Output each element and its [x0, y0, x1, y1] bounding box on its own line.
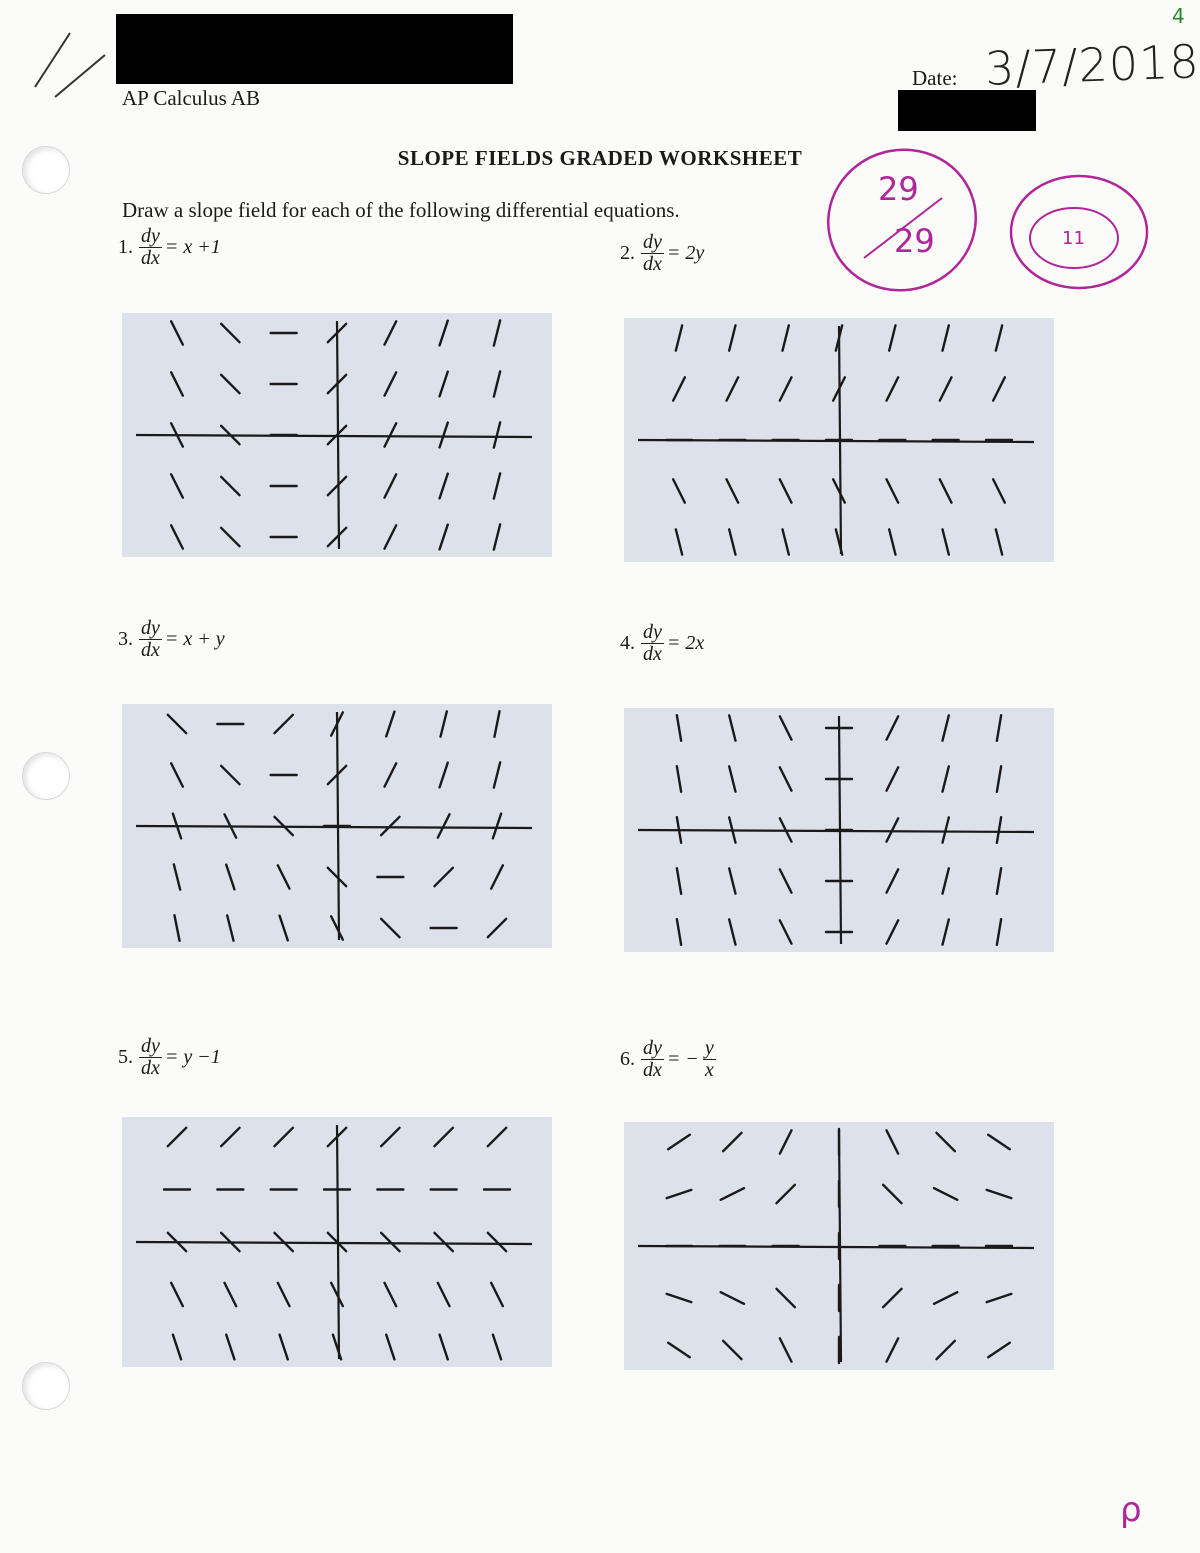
- slope-segment: [723, 1341, 741, 1359]
- score-circle: [822, 140, 982, 300]
- slope-segment: [168, 1128, 186, 1146]
- problem-6: [620, 1038, 719, 1081]
- hole-punch-middle: [22, 752, 70, 800]
- frac-bottom: dx: [643, 253, 662, 275]
- x-axis: [136, 1242, 532, 1244]
- frac-top: y: [704, 1037, 714, 1059]
- frac-bottom: dx: [141, 247, 160, 269]
- slope-segment: [677, 715, 681, 741]
- slope-segment: [677, 919, 681, 945]
- slope-segment: [494, 762, 500, 787]
- slope-segment: [440, 321, 448, 346]
- slope-segment: [776, 1185, 794, 1203]
- slope-segment: [385, 321, 397, 344]
- redacted-name: [116, 14, 513, 84]
- slope-segment: [494, 524, 500, 549]
- equation-rhs: = −: [666, 1048, 699, 1070]
- slope-segment: [221, 477, 239, 495]
- frac-bottom: dx: [141, 639, 160, 661]
- problem-number: 1.: [118, 236, 133, 258]
- slope-segment: [434, 1233, 452, 1251]
- slope-segment: [987, 1294, 1012, 1302]
- slope-segment: [438, 1283, 450, 1306]
- slope-segment: [889, 529, 895, 554]
- frac-top: dy: [141, 1035, 160, 1057]
- slope-segment: [934, 1188, 957, 1200]
- slope-segment: [780, 377, 792, 400]
- slope-segment: [721, 1292, 744, 1304]
- slope-segment: [226, 1335, 234, 1360]
- frac-bottom: x: [704, 1059, 714, 1081]
- slope-segment: [729, 868, 735, 893]
- slope-segment: [328, 477, 346, 495]
- slope-segment: [780, 767, 792, 790]
- slope-segment: [943, 919, 949, 944]
- x-axis: [638, 1246, 1034, 1248]
- rhs-fraction: [703, 1038, 716, 1081]
- frac-bottom: dx: [643, 1059, 662, 1081]
- slope-segment: [729, 766, 735, 791]
- slope-segment: [988, 1135, 1010, 1149]
- derivative-fraction: [139, 1036, 162, 1079]
- slope-field-5: [122, 1117, 552, 1367]
- slope-field-3: [122, 704, 552, 948]
- slope-segment: [434, 868, 452, 886]
- slope-segment: [385, 1283, 397, 1306]
- slope-segment: [440, 474, 448, 499]
- equation-rhs: = y −1: [164, 1046, 221, 1068]
- slope-segment: [677, 766, 681, 792]
- slope-segment: [676, 325, 682, 350]
- slope-segment: [883, 1289, 901, 1307]
- derivative-fraction: [641, 622, 664, 665]
- slope-segment: [328, 868, 346, 886]
- pen-slash-marks: [25, 25, 115, 105]
- problem-5: [118, 1036, 221, 1079]
- frac-top: dy: [141, 225, 160, 247]
- slope-segment: [331, 916, 343, 939]
- slope-segment: [727, 377, 739, 400]
- slope-segment: [494, 371, 500, 396]
- slope-segment: [668, 1343, 690, 1357]
- slope-segment: [221, 528, 239, 546]
- slope-segment: [833, 479, 845, 502]
- slope-segment: [996, 325, 1002, 350]
- slope-segment: [331, 1283, 343, 1306]
- problem-number: 6.: [620, 1048, 635, 1070]
- slope-segment: [943, 529, 949, 554]
- slope-segment: [493, 1335, 501, 1360]
- redacted-period: [898, 90, 1036, 131]
- slope-segment: [171, 763, 183, 786]
- slope-segment: [729, 529, 735, 554]
- slope-field-2: [624, 318, 1054, 562]
- slope-segment: [677, 868, 681, 894]
- slope-segment: [988, 1343, 1010, 1357]
- slope-segment: [940, 479, 952, 502]
- slope-segment: [780, 1338, 792, 1361]
- slope-segment: [488, 1128, 506, 1146]
- frac-top: dy: [643, 1037, 662, 1059]
- slope-segment: [783, 529, 789, 554]
- slope-segment: [776, 1289, 794, 1307]
- slope-field-svg: [122, 704, 552, 948]
- slope-segment: [936, 1133, 954, 1151]
- slope-segment: [385, 525, 397, 548]
- slope-segment: [173, 1335, 181, 1360]
- slope-field-svg: [624, 708, 1054, 952]
- slope-segment: [491, 865, 503, 888]
- slope-segment: [438, 814, 450, 837]
- slope-segment: [668, 1135, 690, 1149]
- slope-segment: [441, 711, 447, 736]
- worksheet-title: SLOPE FIELDS GRADED WORKSHEET: [397, 146, 803, 170]
- slope-segment: [434, 1128, 452, 1146]
- derivative-fraction: [139, 618, 162, 661]
- equation-rhs: = 2x: [666, 632, 705, 654]
- frac-top: dy: [643, 231, 662, 253]
- slope-segment: [721, 1188, 744, 1200]
- slope-segment: [943, 817, 949, 842]
- slope-segment: [887, 1338, 899, 1361]
- bottom-mark: ρ: [1120, 1490, 1142, 1530]
- slope-segment: [381, 919, 399, 937]
- slope-segment: [987, 1190, 1012, 1198]
- slope-segment: [274, 1128, 292, 1146]
- slope-segment: [225, 1283, 237, 1306]
- slope-segment: [673, 479, 685, 502]
- slope-segment: [494, 473, 500, 498]
- frac-top: dy: [141, 617, 160, 639]
- slope-field-svg: [624, 318, 1054, 562]
- problem-number: 4.: [620, 632, 635, 654]
- slope-segment: [493, 814, 501, 839]
- slope-segment: [887, 920, 899, 943]
- slope-segment: [997, 766, 1001, 792]
- score-denominator: 29: [894, 222, 935, 260]
- slope-segment: [887, 818, 899, 841]
- slope-segment: [997, 715, 1001, 741]
- derivative-fraction: [641, 232, 664, 275]
- hole-punch-bottom: [22, 1362, 70, 1410]
- slope-segment: [997, 868, 1001, 894]
- frac-bottom: dx: [643, 643, 662, 665]
- slope-segment: [783, 325, 789, 350]
- slope-segment: [993, 479, 1005, 502]
- slope-segment: [943, 766, 949, 791]
- slope-segment: [887, 869, 899, 892]
- derivative-fraction: [139, 226, 162, 269]
- slope-segment: [221, 1128, 239, 1146]
- slope-segment: [488, 1233, 506, 1251]
- slope-segment: [887, 767, 899, 790]
- slope-segment: [729, 325, 735, 350]
- problem-1: [118, 226, 221, 269]
- slope-segment: [385, 474, 397, 497]
- slope-segment: [385, 372, 397, 395]
- corner-mark: 4: [1172, 4, 1185, 28]
- problem-2: [620, 232, 704, 275]
- equation-rhs: = 2y: [666, 242, 705, 264]
- date-label: Date:: [912, 66, 958, 90]
- problem-number: 5.: [118, 1046, 133, 1068]
- slope-segment: [723, 1133, 741, 1151]
- frac-top: dy: [643, 621, 662, 643]
- slope-segment: [278, 1283, 290, 1306]
- problem-number: 2.: [620, 242, 635, 264]
- slope-segment: [227, 915, 233, 940]
- problem-3: [118, 618, 225, 661]
- slope-segment: [280, 1335, 288, 1360]
- slope-segment: [328, 528, 346, 546]
- slope-segment: [381, 1233, 399, 1251]
- slope-segment: [943, 325, 949, 350]
- slope-segment: [729, 715, 735, 740]
- slope-segment: [997, 919, 1001, 945]
- slope-segment: [171, 372, 183, 395]
- slope-segment: [274, 715, 292, 733]
- slope-field-6: [624, 1122, 1054, 1370]
- equation-rhs: = x +1: [164, 236, 221, 258]
- slope-field-svg: [624, 1122, 1054, 1370]
- slope-segment: [488, 919, 506, 937]
- slope-segment: [667, 1294, 692, 1302]
- slope-segment: [997, 817, 1001, 843]
- slope-segment: [440, 372, 448, 397]
- slope-segment: [676, 529, 682, 554]
- instructions: Draw a slope field for each of the following differential equations.: [122, 198, 680, 222]
- slope-segment: [221, 375, 239, 393]
- slope-segment: [883, 1185, 901, 1203]
- slope-segment: [887, 377, 899, 400]
- score-numerator: 29: [878, 170, 919, 208]
- slope-field-4: [624, 708, 1054, 952]
- slope-segment: [943, 715, 949, 740]
- slope-segment: [440, 423, 448, 448]
- slope-segment: [174, 864, 180, 889]
- slope-segment: [494, 422, 500, 447]
- slope-segment: [171, 474, 183, 497]
- slope-segment: [667, 1190, 692, 1198]
- slope-segment: [221, 766, 239, 784]
- marker-label: 11: [1062, 228, 1085, 249]
- slope-segment: [168, 715, 186, 733]
- slope-segment: [940, 377, 952, 400]
- slope-segment: [385, 423, 397, 446]
- date-value: 3/7/2018: [984, 34, 1200, 96]
- slope-segment: [943, 868, 949, 893]
- problem-number: 3.: [118, 628, 133, 650]
- slope-segment: [887, 1130, 899, 1153]
- slope-segment: [440, 1335, 448, 1360]
- slope-segment: [780, 1130, 792, 1153]
- slope-segment: [386, 1335, 394, 1360]
- slope-segment: [887, 716, 899, 739]
- slope-segment: [171, 525, 183, 548]
- slope-segment: [996, 529, 1002, 554]
- slope-segment: [381, 1128, 399, 1146]
- slope-segment: [729, 919, 735, 944]
- slope-segment: [780, 479, 792, 502]
- slope-segment: [221, 324, 239, 342]
- slope-segment: [381, 817, 399, 835]
- slope-segment: [936, 1341, 954, 1359]
- slope-segment: [673, 377, 685, 400]
- slope-segment: [993, 377, 1005, 400]
- frac-bottom: dx: [141, 1057, 160, 1079]
- slope-segment: [494, 711, 499, 736]
- slope-segment: [280, 916, 288, 941]
- slope-segment: [491, 1283, 503, 1306]
- problem-4: [620, 622, 704, 665]
- slope-segment: [889, 325, 895, 350]
- slope-segment: [887, 479, 899, 502]
- slope-segment: [278, 865, 290, 888]
- slope-segment: [440, 763, 448, 788]
- slope-segment: [727, 479, 739, 502]
- slope-segment: [385, 763, 397, 786]
- slope-segment: [494, 320, 500, 345]
- slope-segment: [780, 869, 792, 892]
- slope-field-1: [122, 313, 552, 557]
- slope-segment: [440, 525, 448, 550]
- slope-segment: [171, 1283, 183, 1306]
- equation-rhs: = x + y: [164, 628, 225, 650]
- slope-segment: [171, 321, 183, 344]
- slope-segment: [386, 712, 394, 737]
- course-name: AP Calculus AB: [122, 86, 261, 110]
- slope-segment: [226, 865, 234, 890]
- slope-segment: [934, 1292, 957, 1304]
- slope-segment: [780, 920, 792, 943]
- slope-segment: [174, 915, 179, 940]
- derivative-fraction: [641, 1038, 664, 1081]
- slope-segment: [780, 716, 792, 739]
- slope-field-svg: [122, 1117, 552, 1367]
- slope-field-svg: [122, 313, 552, 557]
